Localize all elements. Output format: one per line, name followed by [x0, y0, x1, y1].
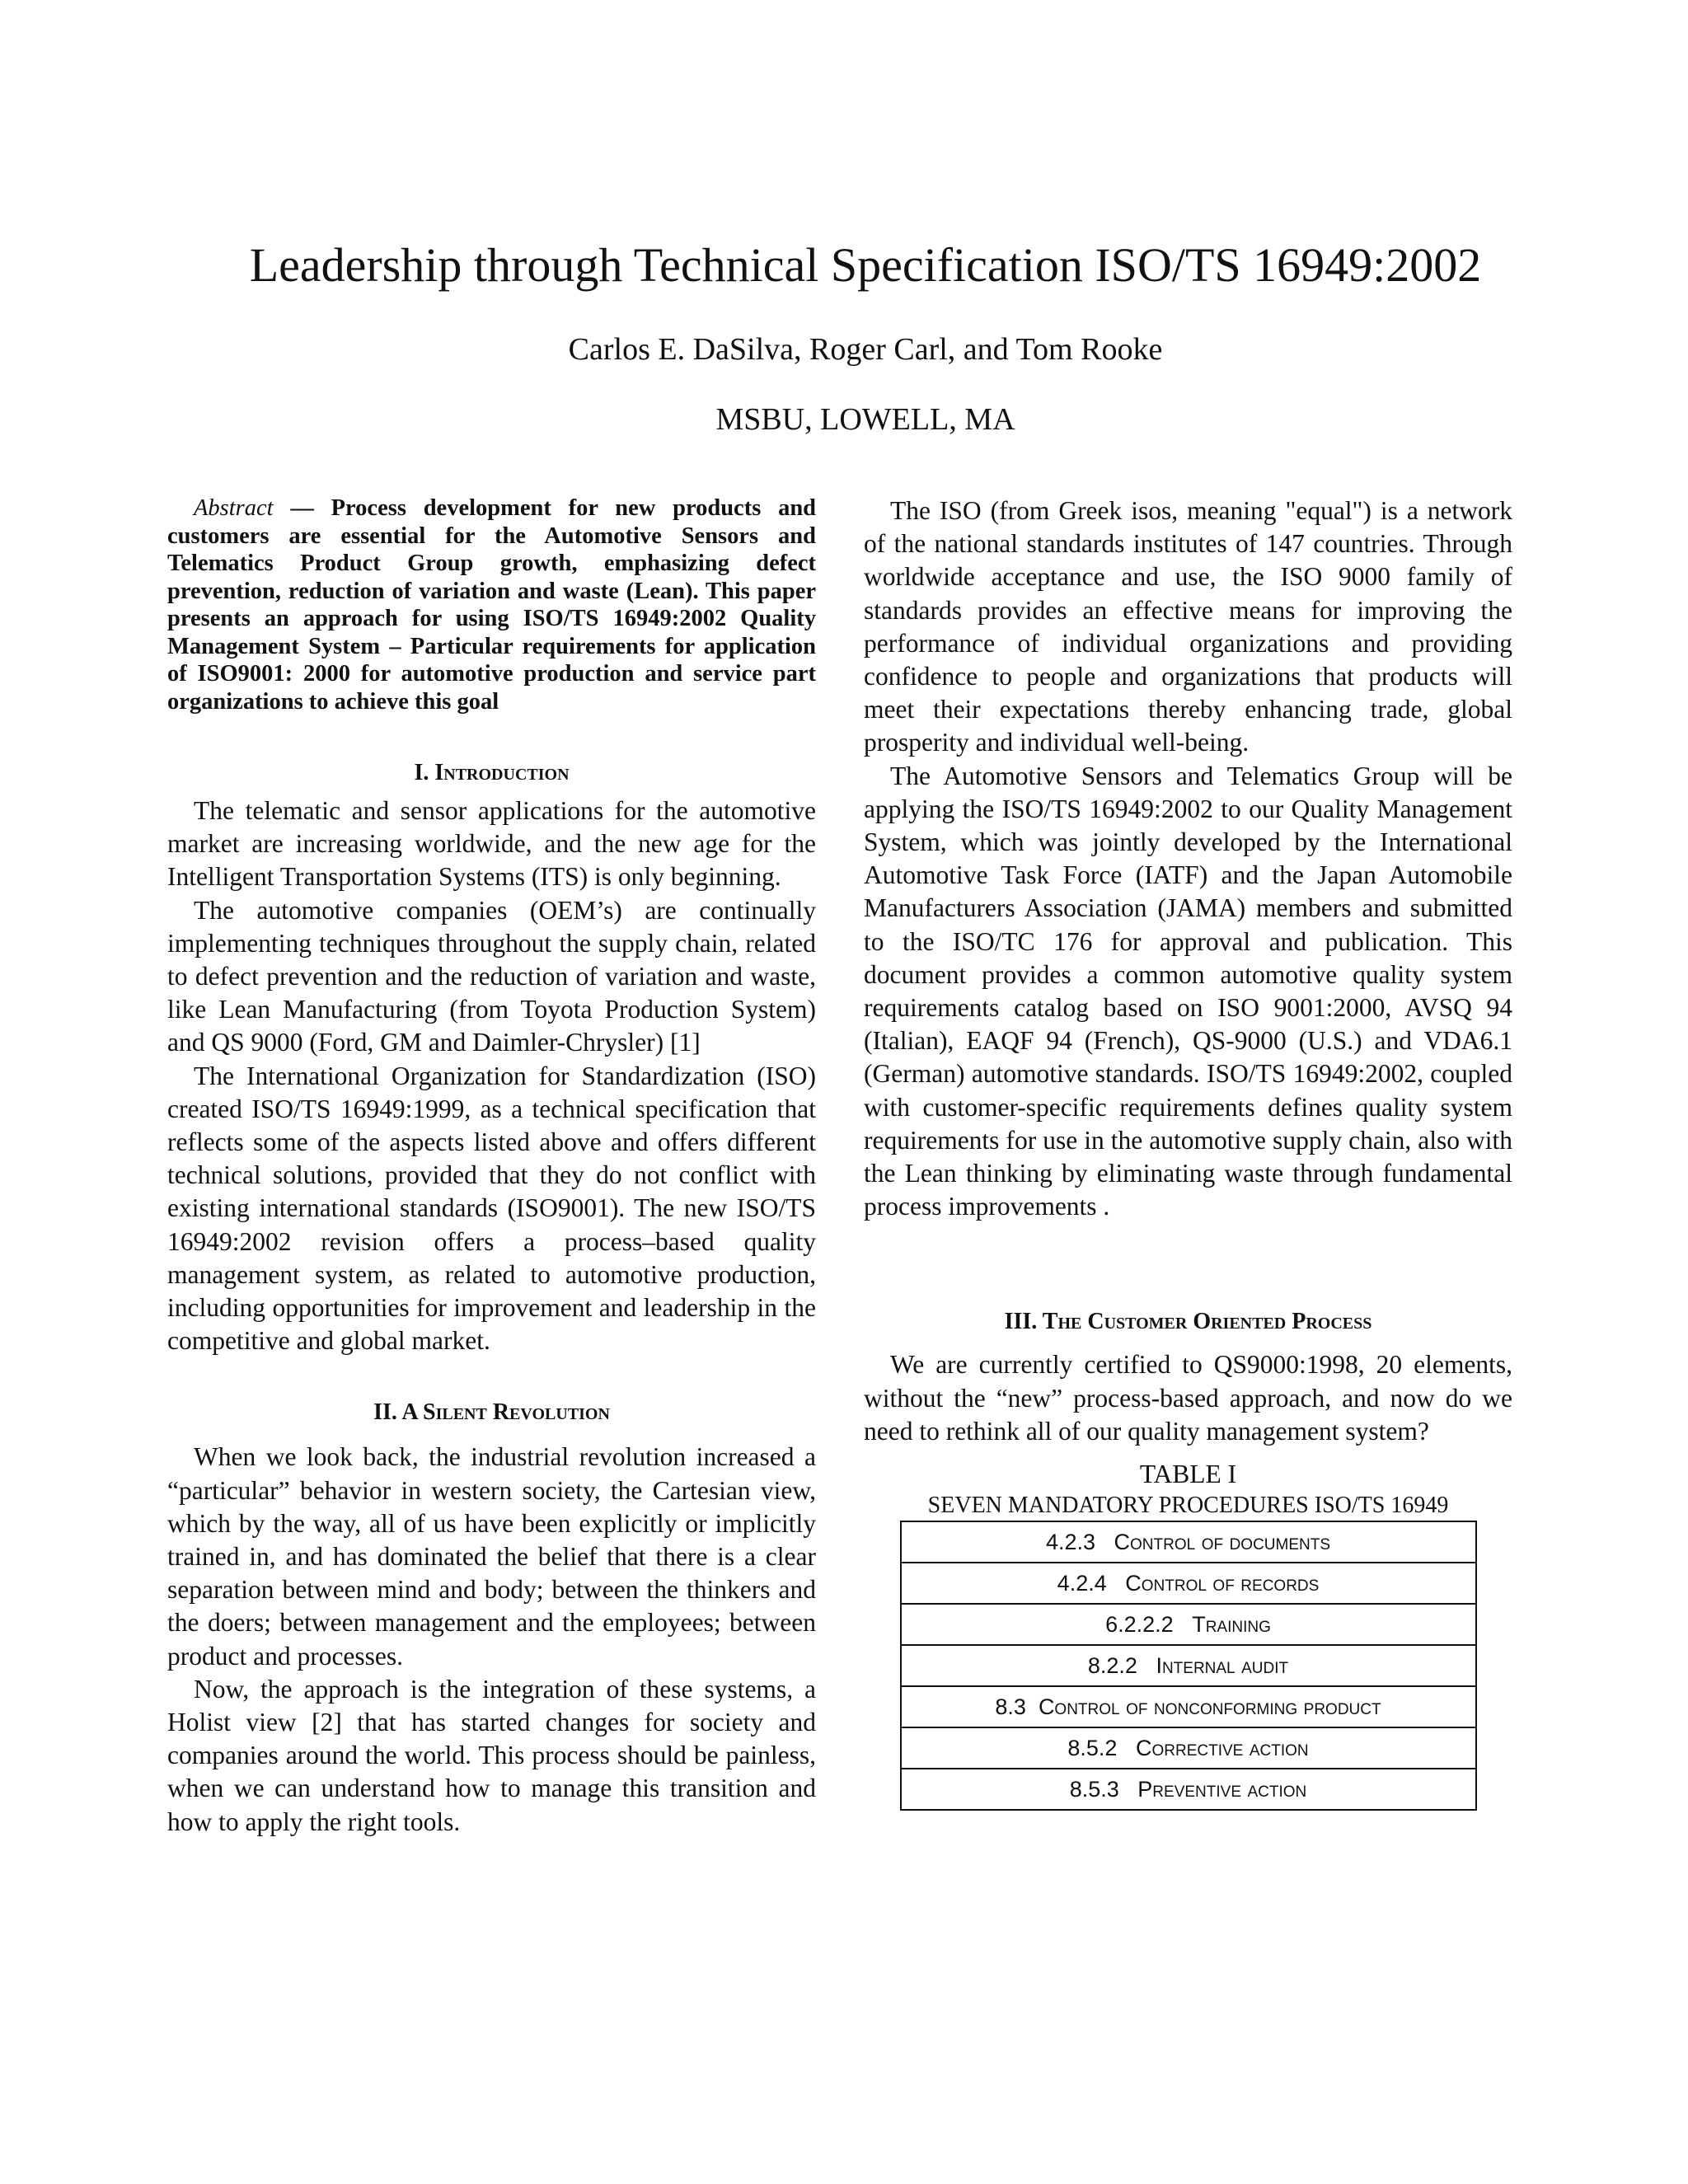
intro-paragraph-3: The International Organization for Standardization (ISO) created ISO/TS 16949:1999, as a technical specification that reflects some of the aspects listed above and offers different technical solutions, provided that they do not conflict with existing international standards (ISO9001). The new ISO/TS 16949:2002 revision offers a process–based quality management system, as related to automotive production, including opportunities for improvement and leadership in the competitive and global market. — [167, 1061, 816, 1356]
procedure-number: 8.3 — [995, 1694, 1026, 1720]
left-column — [167, 494, 816, 1839]
procedure-label: Training — [1192, 1612, 1271, 1638]
customer-paragraph-1: We are currently certified to QS9000:1998, 20 elements, without the “new” process-based approach, and now do we need to rethink all of our quality management system? — [864, 1350, 1512, 1446]
abstract-label: Abstract — [194, 495, 274, 521]
silent-paragraph-1: When we look back, the industrial revolution increased a “particular” behavior in western society, the Cartesian view, which by the way, all of us have been explicitly or implicitly trained in, and has dominated the belief that there is a clear separation between mind and body; between the thinkers and the doers; between management and the employees; between product and processes. — [167, 1442, 816, 1671]
procedure-label: Corrective action — [1135, 1736, 1309, 1761]
procedure-label: Preventive action — [1137, 1777, 1307, 1802]
table-row — [901, 1563, 1476, 1604]
procedure-number: 8.5.3 — [1069, 1777, 1119, 1802]
table-row — [901, 1727, 1476, 1769]
iso-paragraph-1: The ISO (from Greek isos, meaning "equal") is a network of the national standards institutes of 147 countries. Through worldwide acceptance and use, the ISO 9000 family of standards provides an effective means for improving the performance of individual organizations and providing confidence to people and organizations that products will meet their expectations thereby enhancing trade, global prosperity and individual well-being. — [864, 496, 1512, 757]
section-heading-silent-revolution: II. A Silent Revolution — [373, 1399, 610, 1426]
procedure-number: 4.2.3 — [1045, 1530, 1096, 1555]
abstract-dash: — — [273, 495, 331, 521]
silent-paragraph-2: Now, the approach is the integration of these systems, a Holist view [2] that has started changes for society and companies around the world. This process should be painless, when we can understand how to manage this transition and how to apply the right tools. — [167, 1674, 816, 1836]
table-cell — [901, 1563, 1476, 1604]
author-list: Carlos E. DaSilva, Roger Carl, and Tom Rooke — [568, 332, 1163, 367]
table-row — [901, 1686, 1476, 1727]
procedure-label: Control of nonconforming product — [1038, 1694, 1381, 1720]
intro-paragraph-1: The telematic and sensor applications for the automotive market are increasing worldwide, and the new age for the Intelligent Transportation Systems (ITS) is only beginning. — [167, 796, 816, 892]
table-cell — [901, 1604, 1476, 1645]
table-cell — [901, 1769, 1476, 1810]
procedure-number: 6.2.2.2 — [1105, 1612, 1174, 1638]
table-row — [901, 1604, 1476, 1645]
abstract-text: Process development for new products and customers are essential for the Automotive Sensors and Telematics Product Group growth, emphasizing defect prevention, reduction of variation and waste (Lean). This paper presents an approach for using ISO/TS 16949:2002 Quality Management System – Particular requirements for application of ISO9001: 2000 for automotive production and service part organizations to achieve this goal — [167, 495, 817, 715]
procedure-number: 4.2.4 — [1057, 1571, 1107, 1596]
right-column — [864, 494, 1512, 1811]
paper-title: Leadership through Technical Specification ISO/TS 16949:2002 — [249, 238, 1482, 292]
table-row — [901, 1769, 1476, 1810]
table-row — [901, 1645, 1476, 1686]
affiliation: MSBU, LOWELL, MA — [715, 402, 1015, 437]
procedure-label: Internal audit — [1156, 1653, 1289, 1679]
section-heading-customer-process: III. The Customer Oriented Process — [1004, 1309, 1372, 1335]
table-row — [901, 1521, 1476, 1563]
procedure-label: Control of records — [1125, 1571, 1320, 1596]
table-cell — [901, 1686, 1476, 1727]
procedures-table — [900, 1521, 1477, 1811]
table-cell — [901, 1521, 1476, 1563]
iso-paragraph-2: The Automotive Sensors and Telematics Group will be applying the ISO/TS 16949:2002 to our Quality Management System, which was jointly developed by the International Automotive Task Force (IATF) and the Japan Automobile Manufacturers Association (JAMA) members and submitted to the ISO/TC 176 for approval and publication. This document provides a common automotive quality system requirements catalog based on ISO 9001:2000, AVSQ 94 (Italian), EAQF 94 (French), QS-9000 (U.S.) and VDA6.1 (German) automotive standards. ISO/TS 16949:2002, coupled with customer-specific requirements defines quality system requirements for use in the automotive supply chain, also with the Lean thinking by eliminating waste through fundamental process improvements . — [864, 761, 1512, 1221]
table-cell — [901, 1645, 1476, 1686]
table-cell — [901, 1727, 1476, 1769]
section-heading-introduction: I. Introduction — [414, 760, 570, 785]
table-caption: TABLE I — [1139, 1460, 1237, 1489]
procedure-label: Control of documents — [1114, 1530, 1331, 1555]
intro-paragraph-2: The automotive companies (OEM’s) are continually implementing techniques throughout the supply chain, related to defect prevention and the reduction of variation and waste, like Lean Manufacturing (from Toyota Production System) and QS 9000 (Ford, GM and Daimler-Chrysler) [1] — [167, 895, 816, 1057]
abstract — [167, 494, 816, 715]
procedure-number: 8.2.2 — [1087, 1653, 1137, 1679]
procedure-number: 8.5.2 — [1067, 1736, 1118, 1761]
table-subcaption: SEVEN MANDATORY PROCEDURES ISO/TS 16949 — [927, 1493, 1449, 1519]
